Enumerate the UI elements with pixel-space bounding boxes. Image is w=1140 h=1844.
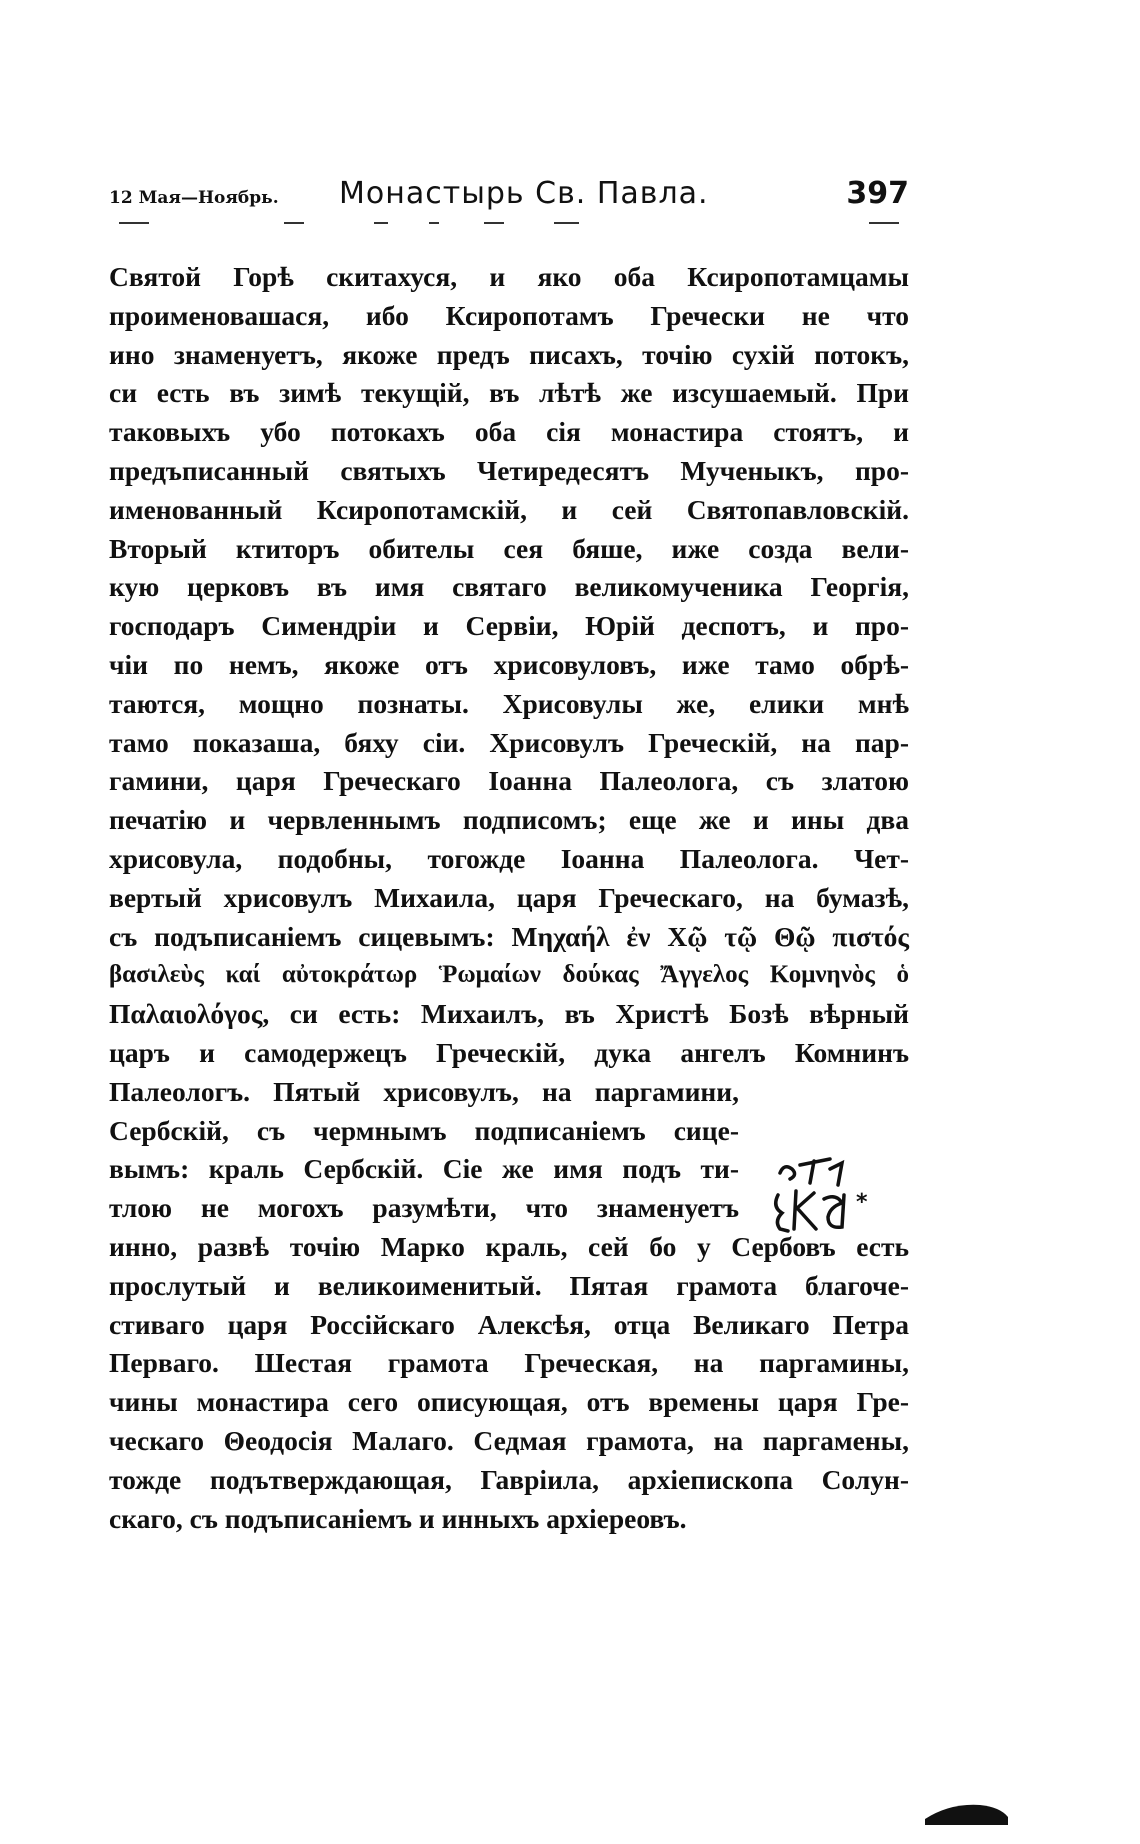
text-line: гамини, царя Греческаго Іоанна Палеолога, съ златою xyxy=(109,765,909,797)
header-rule xyxy=(869,222,899,224)
text-line: тамо показаша, бяху сіи. Хрисовулъ Греческій, на пар- xyxy=(109,726,909,758)
text-line: проименовашася, ибо Ксиропотамъ Гречески не что xyxy=(109,299,909,331)
header-rule xyxy=(284,222,304,224)
text-line: Палеологъ. Пятый хрисовулъ, на паргамини, xyxy=(109,1075,739,1107)
text-line: печатію и червленнымъ подписомъ; еще же и ины два xyxy=(109,804,909,836)
asterisk-mark: * xyxy=(856,1190,868,1215)
header-rule xyxy=(429,222,439,224)
text-line: ино знаменуетъ, якоже предъ писахъ, точію сухій потокъ, xyxy=(109,338,909,370)
text-line: прослутый и великоименитый. Пятая грамота благоче- xyxy=(109,1269,909,1301)
text-line: тлою не могохъ разумѣти, что знаменуетъ xyxy=(109,1192,739,1224)
text-line: Перваго. Шестая грамота Греческая, на паргамины, xyxy=(109,1347,909,1379)
text-line: Святой Горѣ скитахуся, и яко оба Ксиропотамцамы xyxy=(109,261,909,292)
text-line: таковыхъ убо потокахъ оба сія монастира стоятъ, и xyxy=(109,416,909,448)
text-line: си есть въ зимѣ текущій, въ лѣтѣ же изсушаемый. При xyxy=(109,377,909,409)
text-line: царъ и самодержецъ Греческій, дука ангелъ Комнинъ xyxy=(109,1036,909,1068)
text-line-greek: βασιλεὺς καί αὐτοκράτωρ Ῥωμαίων δούκας Ἄγγελος Κομνηνὸς ὁ xyxy=(109,961,909,989)
text-line: таются, мощно познаты. Хрисовулы же, елики мнѣ xyxy=(109,687,909,719)
header-rule xyxy=(119,222,149,224)
page-header xyxy=(109,176,909,226)
text-line: вертый хрисовулъ Михаила, царя Греческаго, на бумазѣ, xyxy=(109,881,909,913)
text-line: Παλαιολόγος, си есть: Михаилъ, въ Христѣ Бозѣ вѣрный xyxy=(109,998,909,1030)
body-text xyxy=(109,258,909,1538)
text-line: стиваго царя Россійскаго Алексѣя, отца Великаго Петра xyxy=(109,1308,909,1340)
text-line: инно, развѣ точію Марко краль, сей бо у Сербовъ есть xyxy=(109,1230,909,1262)
text-line: предъписанный святыхъ Четиредесятъ Мученыкъ, про- xyxy=(109,454,909,486)
text-line: съ подъписаніемъ сицевымъ: Μηχαήλ ἐν Χῷ τῷ Θῷ πιστός xyxy=(109,920,909,952)
page-corner-smudge-icon xyxy=(920,1795,1010,1825)
text-line: чины монастира сего описующая, отъ времены царя Гре- xyxy=(109,1386,909,1418)
text-line: хрисовула, подобны, тогожде Іоанна Палеолога. Чет- xyxy=(109,842,909,874)
text-line: господаръ Симендріи и Сервіи, Юрій деспотъ, и про- xyxy=(109,610,909,642)
header-rule xyxy=(484,222,504,224)
running-head-title: Монастырь Св. Павла. xyxy=(339,176,709,211)
text-line: кую церковъ въ имя святаго великомученика Георгія, xyxy=(109,571,909,603)
running-head-dates: 12 Мая—Ноябрь. xyxy=(109,188,279,208)
text-line: тожде подътверждающая, Гавріила, архіепископа Солун- xyxy=(109,1463,909,1495)
signature-monogram-icon xyxy=(770,1155,880,1235)
text-line: Сербскій, съ чермнымъ подписаніемъ сице- xyxy=(109,1114,739,1146)
page-number: 397 xyxy=(846,176,909,211)
header-rule xyxy=(374,222,388,224)
text-line: Вторый ктиторъ обителы сея бяше, иже созда вели- xyxy=(109,532,909,564)
text-line: вымъ: краль Сербскій. Сіе же имя подъ ти- xyxy=(109,1153,739,1185)
text-line: именованный Ксиропотамскій, и сей Святопавловскій. xyxy=(109,493,909,525)
header-rule xyxy=(554,222,579,224)
text-line: скаго, съ подъписаніемъ и инныхъ архіереовъ. xyxy=(109,1502,687,1534)
text-line: ческаго Θеодосія Малаго. Седмая грамота, на паргамены, xyxy=(109,1424,909,1456)
text-line: чіи по немъ, якоже отъ хрисовуловъ, иже тамо обрѣ- xyxy=(109,648,909,680)
